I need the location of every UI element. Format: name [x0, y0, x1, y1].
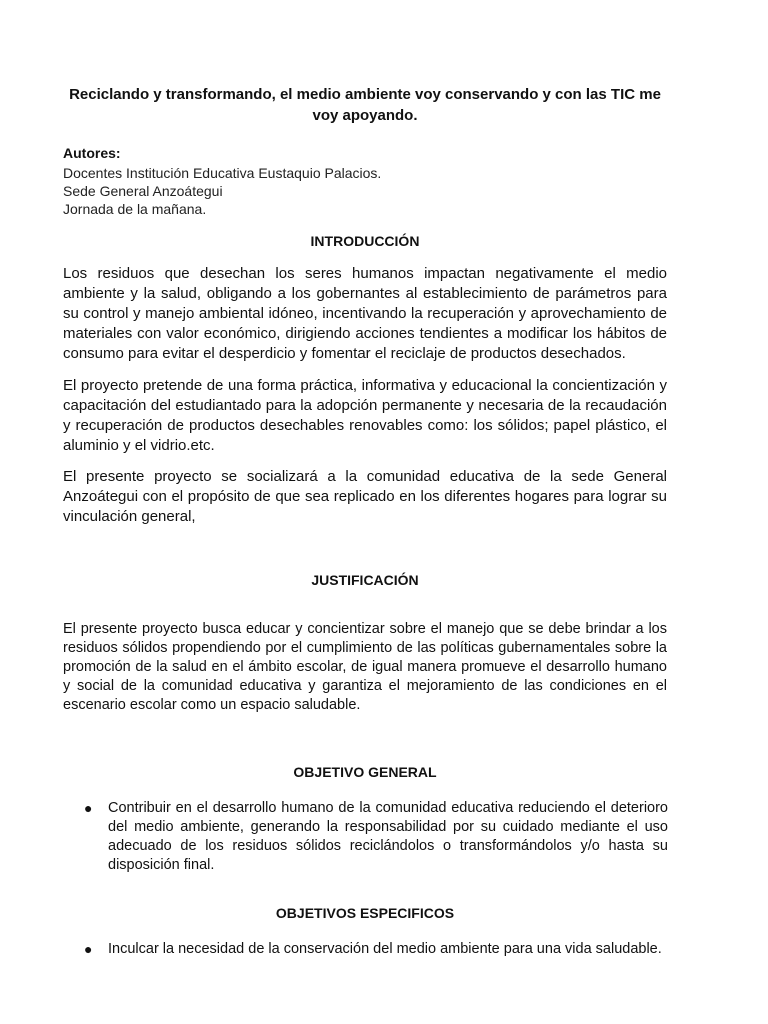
bullet-icon: ● — [84, 941, 93, 957]
list-item — [84, 940, 668, 959]
introduccion-paragraph: Los residuos que desechan los seres humanos impactan negativamente el medio ambiente y la salud, obligando a los gobernantes al establecimiento de parámetros para su control y manejo ambiental idóneo, incentivando la recuperación y aprovechamiento de materiales con valor económico, dirigiendo acciones tendientes a modificar los hábitos de consumo para evitar el desperdicio y fomentar el reciclaje de productos desechados. — [63, 265, 667, 362]
introduccion-paragraph: El proyecto pretende de una forma práctica, informativa y educacional la concientización y capacitación del estudiantado para la adopción permanente y necesaria de la recaudación y recuperación de productos desechables renovables como: los sólidos; papel plástico, el aluminio y el vidrio.etc. — [63, 377, 667, 454]
author-line: Jornada de la mañana. — [63, 201, 207, 217]
document-title: Reciclando y transformando, el medio ambiente voy conservando y con las TIC me voy apoyando. — [69, 86, 661, 124]
author-line: Sede General Anzoátegui — [63, 183, 223, 199]
authors-label: Autores: — [63, 145, 121, 161]
justificacion-heading: JUSTIFICACIÓN — [311, 572, 419, 588]
objetivo-general-heading: OBJETIVO GENERAL — [293, 764, 437, 780]
author-line: Docentes Institución Educativa Eustaquio Palacios. — [63, 165, 382, 181]
objetivos-especificos-item: Inculcar la necesidad de la conservación del medio ambiente para una vida saludable. — [108, 941, 662, 957]
introduccion-paragraph: El presente proyecto se socializará a la comunidad educativa de la sede General Anzoátegui con el propósito de que sea replicado en los diferentes hogares para lograr su vinculación general, — [63, 468, 667, 525]
list-item — [84, 799, 668, 875]
introduccion-heading: INTRODUCCIÓN — [310, 233, 420, 249]
justificacion-paragraph: El presente proyecto busca educar y concientizar sobre el manejo que se debe brindar a los residuos sólidos propendiendo por el cumplimiento de las políticas gubernamentales sobre la promoción de la salud en el ámbito escolar, de igual manera promueve el desarrollo humano y social de la comunidad educativa y garantiza el mejoramiento de las condiciones en el escenario escolar como un espacio saludable. — [63, 621, 667, 713]
bullet-icon: ● — [84, 800, 93, 816]
objetivos-especificos-heading: OBJETIVOS ESPECIFICOS — [275, 905, 455, 921]
objetivo-general-item: Contribuir en el desarrollo humano de la comunidad educativa reduciendo el deterioro del medio ambiente, generando la responsabilidad por su cuidado mediante el uso adecuado de los residuos sólidos reciclándolos o transformándolos y/o hasta su disposición final. — [108, 800, 668, 873]
